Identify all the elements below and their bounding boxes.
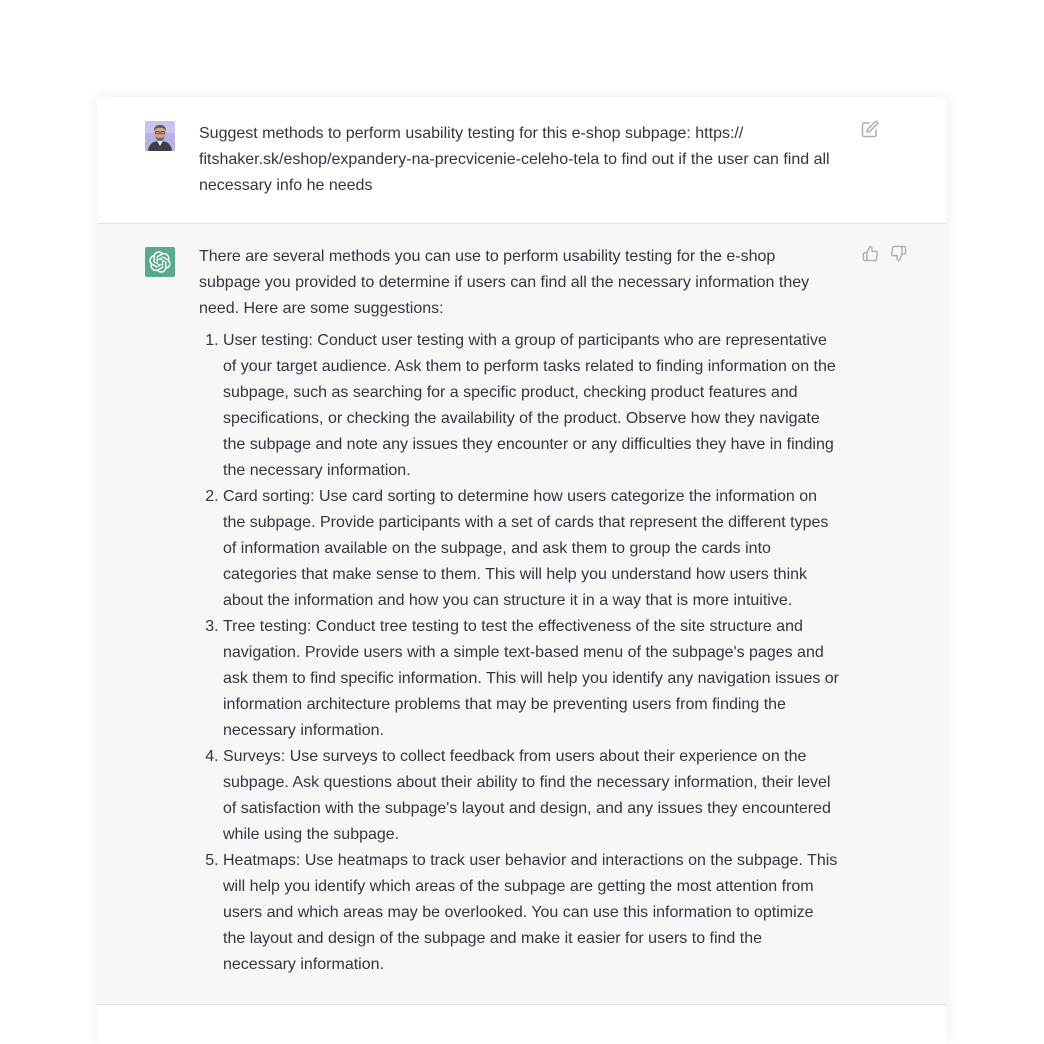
user-message-row <box>97 97 947 224</box>
thumbs-down-button[interactable] <box>889 244 907 262</box>
assistant-message-row <box>97 224 947 1005</box>
thumbs-up-icon <box>862 245 879 262</box>
user-avatar <box>145 121 175 151</box>
edit-icon <box>861 120 879 138</box>
assistant-avatar <box>145 247 175 277</box>
user-photo-avatar-icon <box>145 121 175 151</box>
list-item: 3. Tree testing: Conduct tree testing to test the effectiveness of the site structure and navigation. Provide users with a simple text-based menu of the subpage's pages and ask them to find specific information. This will help you identify any navigation issues or information architecture problems that may be preventing users from finding the necessary information. <box>223 614 839 744</box>
list-item: 1. User testing: Conduct user testing with a group of participants who are representative of your target audience. Ask them to perform tasks related to finding information on the subpage, such as searching for a specific product, checking product features and specifications, or checking the availability of the product. Observe how they navigate the subpage and note any issues they encounter or any difficulties they have in finding the necessary information. <box>223 328 839 484</box>
chat-thread <box>97 97 947 1044</box>
edit-button[interactable] <box>861 120 879 138</box>
suggestion-list <box>199 328 839 978</box>
list-item: 5. Heatmaps: Use heatmaps to track user behavior and interactions on the subpage. This will help you identify which areas of the subpage are getting the most attention from users and which areas may be overlooked. You can use this information to optimize the layout and design of the subpage and make it easier for users to find the necessary information. <box>223 848 839 978</box>
assistant-intro: There are several methods you can use to perform usability testing for the e-shop subpage you provided to determine if users can find all the necessary information they need. Here are some suggestions: <box>199 248 810 317</box>
thumbs-up-button[interactable] <box>861 244 879 262</box>
openai-logo-icon <box>149 251 171 273</box>
user-message-text: Suggest methods to perform usability testing for this e-shop subpage: https:// fitshaker.sk/eshop/expandery-na-precvicenie-celeho-tela to find out if the user can find all necessary info he needs <box>199 125 830 194</box>
list-item: 2. Card sorting: Use card sorting to determine how users categorize the information on the subpage. Provide participants with a set of cards that represent the different types of information available on the subpage, and ask them to group the cards into categories that make sense to them. This will help you understand how users think about the information and how you can structure it in a way that is more intuitive. <box>223 484 839 614</box>
assistant-message-text <box>199 244 839 978</box>
list-item: 4. Surveys: Use surveys to collect feedback from users about their experience on the subpage. Ask questions about their ability to find the necessary information, their level of satisfaction with the subpage's layout and design, and any issues they encountered while using the subpage. <box>223 744 839 848</box>
thumbs-down-icon <box>890 245 907 262</box>
